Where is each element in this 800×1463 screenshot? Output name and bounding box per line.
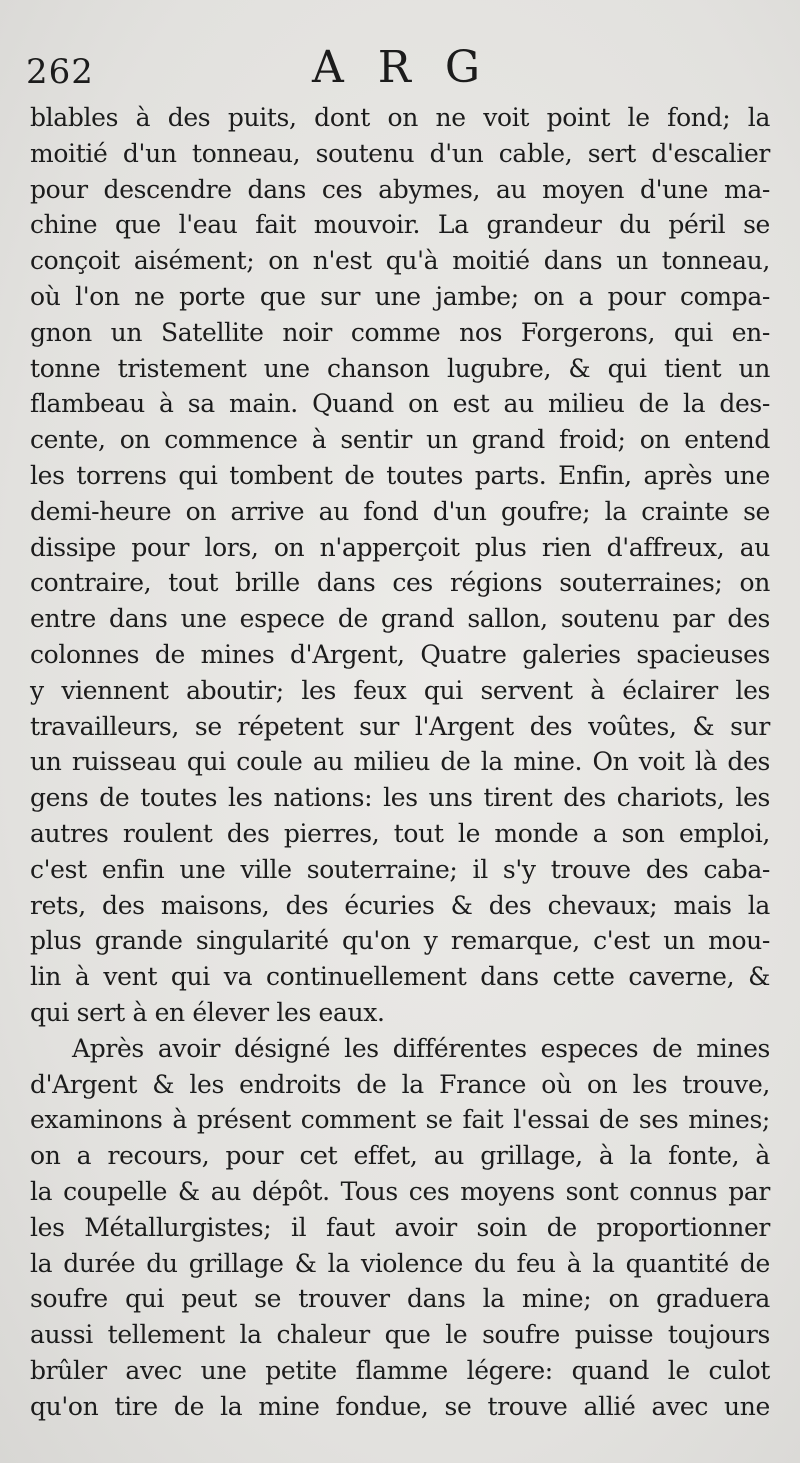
text-line: autres roulent des pierres, tout le monde a son emploi,	[30, 818, 770, 848]
text-line: dissipe pour lors, on n'apperçoit plus rien d'affreux, au	[30, 532, 770, 562]
text-line: la coupelle & au dépôt. Tous ces moyens sont connus par	[30, 1176, 770, 1206]
text-line: aussi tellement la chaleur que le soufre puisse toujours	[30, 1320, 770, 1350]
text-line: y viennent aboutir; les feux qui servent à éclairer les	[30, 675, 770, 705]
text-line: gnon un Satellite noir comme nos Forgerons, qui en-	[30, 317, 770, 347]
body-text	[30, 100, 770, 1424]
text-line: qu'on tire de la mine fondue, se trouve allié avec une	[30, 1391, 770, 1421]
text-line: pour descendre dans ces abymes, au moyen d'une ma-	[30, 174, 770, 204]
text-line: où l'on ne porte que sur une jambe; on a pour compa-	[30, 281, 770, 311]
paragraph-first-line: Après avoir désigné les différentes especes de mines	[72, 1033, 770, 1063]
text-line: les Métallurgistes; il faut avoir soin de proportionner	[30, 1212, 770, 1242]
text-line: brûler avec une petite flamme légere: quand le culot	[30, 1355, 770, 1385]
text-line: on a recours, pour cet effet, au grillage, à la fonte, à	[30, 1141, 770, 1171]
text-line: c'est enfin une ville souterraine; il s'y trouve des caba-	[30, 854, 770, 884]
page-number: 262	[26, 52, 94, 92]
text-line: blables à des puits, dont on ne voit point le fond; la	[30, 103, 770, 132]
text-line: lin à vent qui va continuellement dans cette caverne, &	[30, 962, 770, 992]
text-line: rets, des maisons, des écuries & des chevaux; mais la	[30, 890, 770, 920]
text-line: cente, on commence à sentir un grand froid; on entend	[30, 425, 770, 455]
text-line: soufre qui peut se trouver dans la mine; on graduera	[30, 1284, 770, 1314]
text-line: chine que l'eau fait mouvoir. La grandeur du péril se	[30, 210, 770, 240]
text-line: conçoit aisément; on n'est qu'à moitié dans un tonneau,	[30, 246, 770, 276]
text-line: colonnes de mines d'Argent, Quatre galeries spacieuses	[30, 639, 770, 669]
text-line: demi-heure on arrive au fond d'un goufre; la crainte se	[30, 496, 770, 526]
text-line: d'Argent & les endroits de la France où on les trouve,	[30, 1069, 770, 1099]
text-line: entre dans une espece de grand sallon, soutenu par des	[30, 604, 770, 634]
running-title: A R G	[311, 42, 491, 93]
text-line: plus grande singularité qu'on y remarque, c'est un mou-	[30, 926, 770, 956]
text-line: examinons à présent comment se fait l'essai de ses mines;	[30, 1105, 770, 1135]
page-header	[26, 42, 776, 98]
text-line: moitié d'un tonneau, soutenu d'un cable, sert d'escalier	[30, 138, 770, 168]
text-line: contraire, tout brille dans ces régions souterraines; on	[30, 568, 770, 598]
text-line: gens de toutes les nations: les uns tirent des chariots, les	[30, 783, 770, 813]
text-line: un ruisseau qui coule au milieu de la mine. On voit là des	[30, 747, 770, 777]
text-line: les torrens qui tombent de toutes parts. Enfin, après une	[30, 460, 770, 490]
text-line: tonne tristement une chanson lugubre, & qui tient un	[30, 353, 770, 383]
text-line: flambeau à sa main. Quand on est au milieu de la des-	[30, 389, 770, 419]
text-line: travailleurs, se répetent sur l'Argent des voûtes, & sur	[30, 711, 770, 741]
text-line: qui sert à en élever les eaux.	[30, 997, 385, 1027]
text-line: la durée du grillage & la violence du feu à la quantité de	[30, 1248, 770, 1278]
